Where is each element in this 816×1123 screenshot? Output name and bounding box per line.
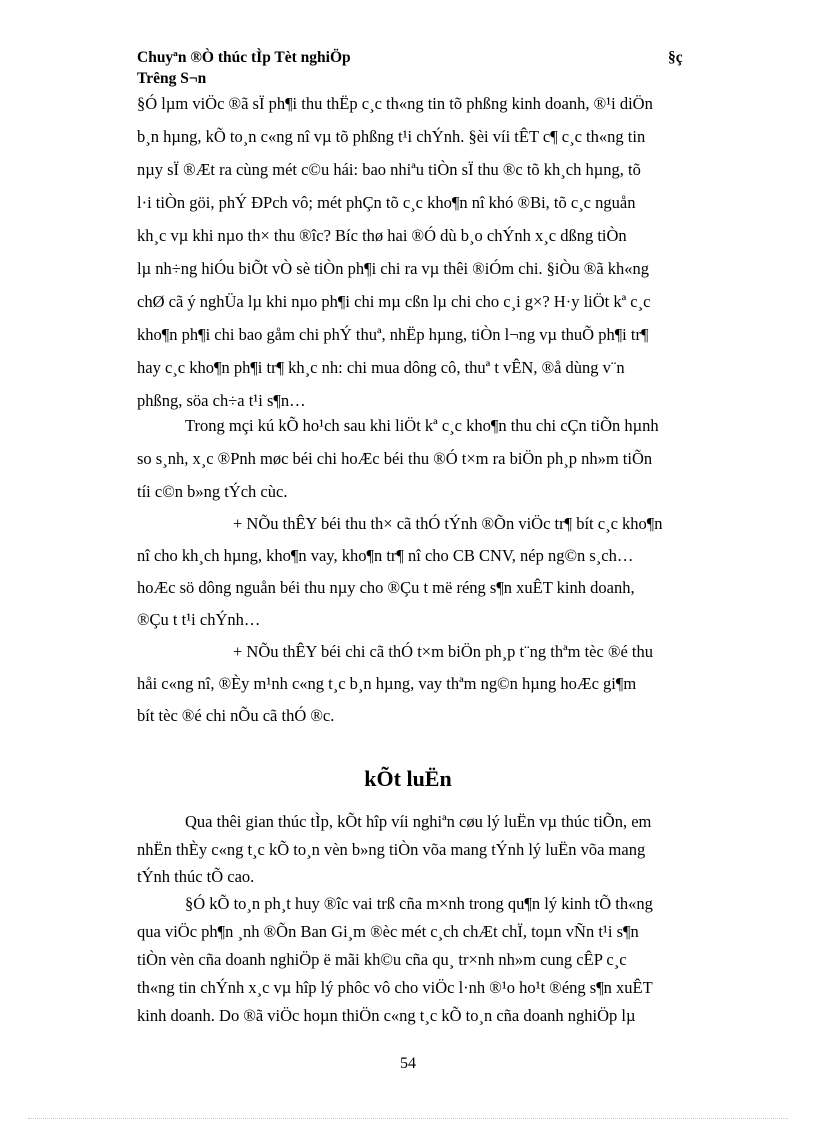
body-line: phßng, söa ch÷a t¹i s¶n… bbox=[137, 391, 306, 410]
conclusion-line: tÝnh thúc tÕ cao. bbox=[137, 867, 255, 886]
body-line: so s¸nh, x¸c ®Pnh møc béi chi hoÆc béi thu ®Ó t×m ra biÖn ph¸p nh»m tiÕn bbox=[137, 449, 653, 468]
header-title-right: §ç bbox=[668, 49, 683, 66]
conclusion-line: tiÒn vèn cña doanh nghiÖp ë mãi kh©u cña qu¸ tr×nh nh»m cung cÊP c¸c bbox=[137, 950, 627, 969]
body-line: lµ nh÷ng hiÓu biÕt vÒ sè tiÒn ph¶i chi ra vµ thêi ®iÓm chi. §iÒu ®ã kh«ng bbox=[137, 259, 650, 278]
body-line: kho¶n ph¶i chi bao gåm chi phÝ thuª, nhËp hµng, tiÒn l¬ng vµ thuÕ ph¶i tr¶ bbox=[137, 325, 649, 344]
body-line: chØ cã ý nghÜa lµ khi nµo ph¶i chi mµ cßn lµ chi cho c¸i g×? H·y liÖt kª c¸c bbox=[137, 292, 651, 311]
conclusion-heading: kÕt luËn bbox=[364, 766, 452, 791]
body-line: + NÕu thÊY béi thu th× cã thÓ tÝnh ®Õn viÖc tr¶ bít c¸c kho¶n bbox=[233, 514, 663, 533]
body-line: kh¸c vµ khi nµo th× thu ®îc? Bíc thø hai ®Ó dù b¸o chÝnh x¸c dßng tiÒn bbox=[137, 226, 627, 245]
page-divider bbox=[28, 1118, 788, 1119]
header-subtitle: Trêng S¬n bbox=[137, 70, 207, 87]
page-number: 54 bbox=[400, 1055, 416, 1072]
body-line: §Ó lµm viÖc ®ã sÏ ph¶i thu thËp c¸c th«ng tin tõ phßng kinh doanh, ®¹i diÖn bbox=[137, 94, 653, 113]
body-line: l·i tiÒn göi, phÝ ÐPch vô; mét phÇn tõ c¸c kho¶n nî khó ®Bi, tõ c¸c nguån bbox=[137, 193, 636, 212]
body-line: hoÆc sö dông nguån béi thu nµy cho ®Çu t më réng s¶n xuÊT kinh doanh, bbox=[137, 578, 635, 597]
body-line: håi c«ng nî, ®Èy m¹nh c«ng t¸c b¸n hµng, vay thªm ng©n hµng hoÆc gi¶m bbox=[137, 674, 637, 693]
conclusion-line: nhËn thÈy c«ng t¸c kÕ to¸n vèn b»ng tiÒn võa mang tÝnh lý luËn võa mang bbox=[137, 840, 646, 859]
body-line: hay c¸c kho¶n ph¶i tr¶ kh¸c nh: chi mua dông cô, thuª t vÊN, ®å dùng v¨n bbox=[137, 358, 625, 377]
body-line: b¸n hµng, kÕ to¸n c«ng nî vµ tõ phßng t¹i chÝnh. §èi víi tÊT c¶ c¸c th«ng tin bbox=[137, 127, 646, 146]
body-line: nµy sÏ ®Æt ra cùng mét c©u hái: bao nhiªu tiÒn sÏ thu ®c tõ kh¸ch hµng, tõ bbox=[137, 160, 641, 179]
conclusion-line: kinh doanh. Do ®ã viÖc hoµn thiÖn c«ng t¸c kÕ to¸n cña doanh nghiÖp lµ bbox=[137, 1006, 636, 1025]
body-line: bít tèc ®é chi nÕu cã thÓ ®c. bbox=[137, 706, 335, 725]
body-line: tíi c©n b»ng tÝch cùc. bbox=[137, 482, 288, 501]
conclusion-line: §Ó kÕ to¸n ph¸t huy ®îc vai trß cña m×nh trong qu¶n lý kinh tÕ th«ng bbox=[185, 894, 653, 913]
body-line: nî cho kh¸ch hµng, kho¶n vay, kho¶n tr¶ nî cho CB CNV, nép ng©n s¸ch… bbox=[137, 546, 634, 565]
header-title: Chuyªn ®Ò thúc tÌp Tèt nghiÖp bbox=[137, 49, 351, 66]
conclusion-line: qua viÖc ph¶n ¸nh ®Õn Ban Gi¸m ®èc mét c¸ch chÆt chÏ, toµn vÑn t¹i s¶n bbox=[137, 922, 639, 941]
body-line: ®Çu t t¹i chÝnh… bbox=[137, 610, 261, 629]
body-line: + NÕu thÊY béi chi cã thÓ t×m biÖn ph¸p t¨ng thªm tèc ®é thu bbox=[233, 642, 654, 661]
body-line: Trong mçi kú kÕ ho¹ch sau khi liÖt kª c¸c kho¶n thu chi cÇn tiÕn hµnh bbox=[185, 416, 659, 435]
conclusion-line: Qua thêi gian thúc tÌp, kÕt hîp víi nghiªn cøu lý luËn vµ thúc tiÕn, em bbox=[185, 812, 652, 831]
conclusion-line: th«ng tin chÝnh x¸c vµ hîp lý phôc vô cho viÖc l·nh ®¹o ho¹t ®éng s¶n xuÊT bbox=[137, 978, 653, 997]
